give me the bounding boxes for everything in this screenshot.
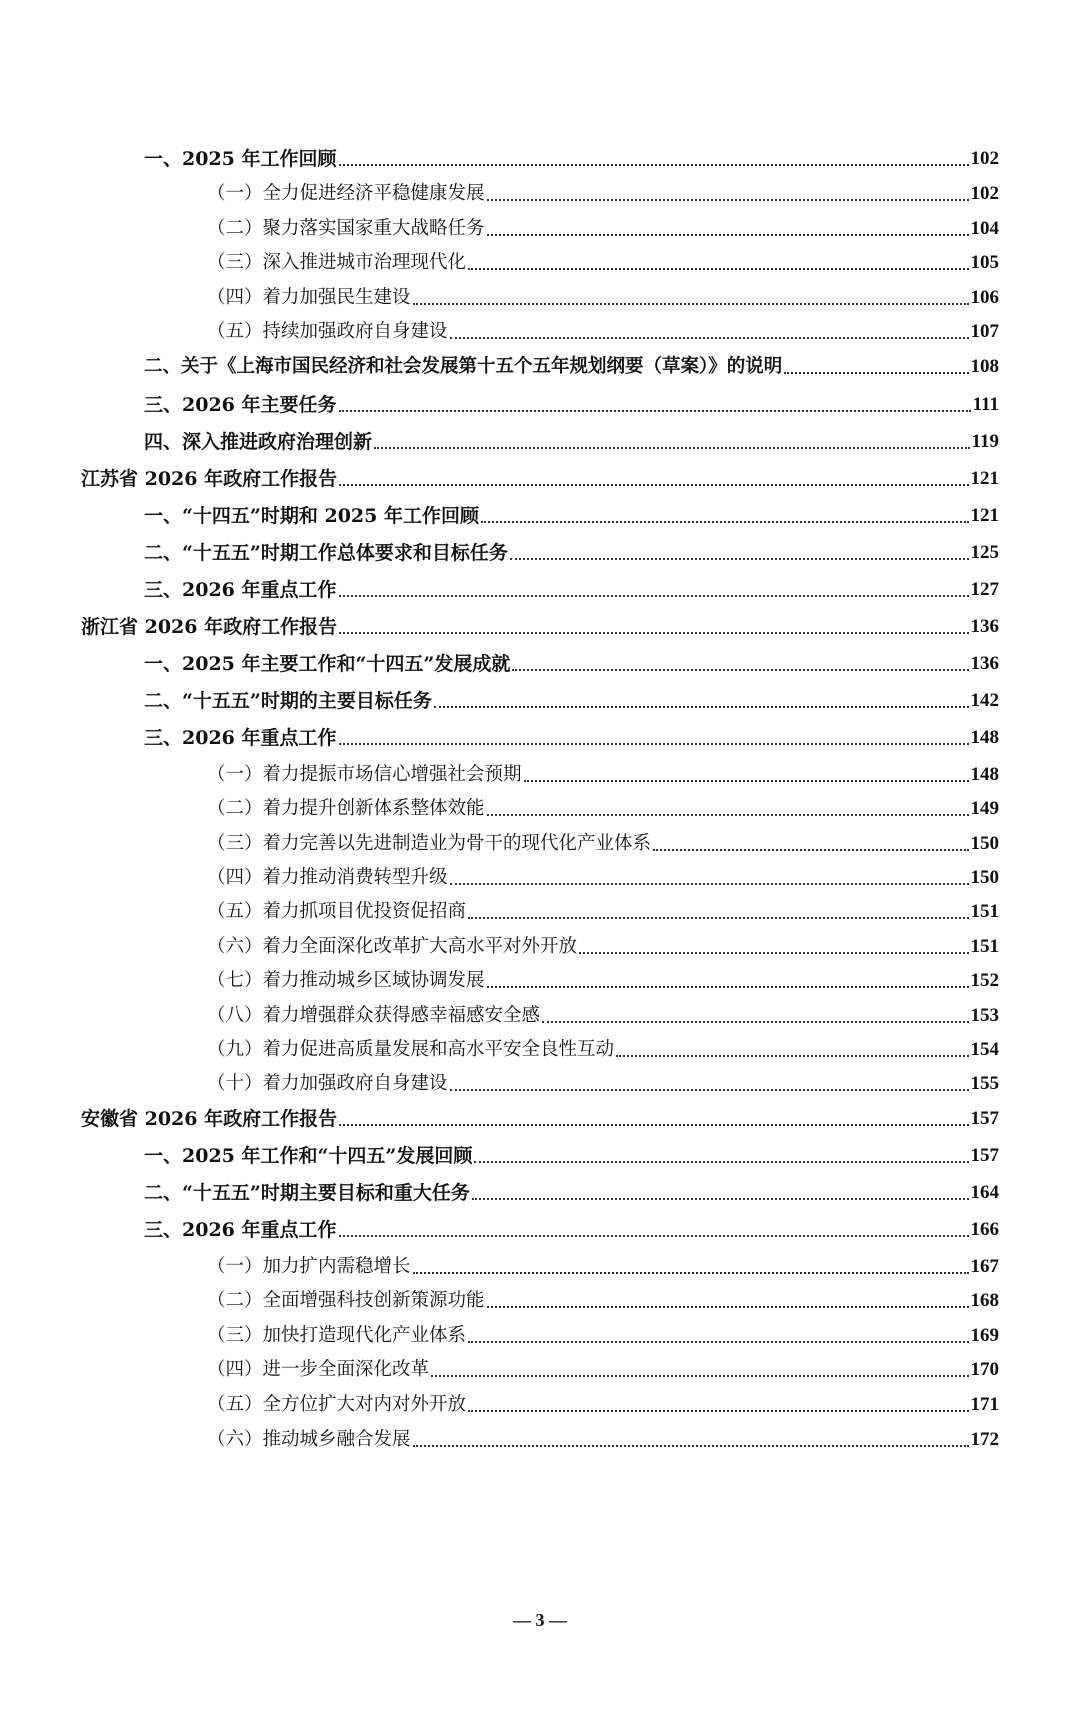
toc-entry-title: 一、“十四五”时期和 2025 年工作回顾 bbox=[144, 505, 479, 527]
toc-entry-page-number: 121 bbox=[970, 468, 999, 489]
toc-entry-page-number: 149 bbox=[970, 798, 999, 819]
toc-dot-leader bbox=[450, 1089, 969, 1091]
toc-dot-leader bbox=[487, 234, 969, 236]
toc-dot-leader bbox=[474, 1161, 968, 1163]
toc-entry-page-number: 108 bbox=[970, 356, 999, 377]
toc-entry-title: （四）着力加强民生建设 bbox=[207, 287, 411, 308]
toc-entry[interactable] bbox=[144, 535, 999, 565]
toc-entry[interactable] bbox=[81, 1101, 999, 1131]
toc-entry[interactable] bbox=[207, 1283, 999, 1313]
toc-entry[interactable] bbox=[144, 683, 999, 713]
toc-entry-title: （三）加快打造现代化产业体系 bbox=[207, 1325, 467, 1346]
toc-entry[interactable] bbox=[144, 498, 999, 528]
toc-entry-page-number: 148 bbox=[970, 764, 999, 785]
toc-dot-leader bbox=[616, 1055, 968, 1057]
toc-entry-page-number: 148 bbox=[970, 727, 999, 748]
toc-entry-title: （六）推动城乡融合发展 bbox=[207, 1429, 411, 1450]
toc-entry[interactable] bbox=[207, 314, 999, 344]
toc-entry-page-number: 170 bbox=[970, 1359, 999, 1380]
toc-entry-title: （五）着力抓项目优投资促招商 bbox=[207, 901, 467, 922]
toc-dot-leader bbox=[450, 883, 969, 885]
toc-entry-title: （七）着力推动城乡区域协调发展 bbox=[207, 970, 485, 991]
toc-entry-title: （五）全方位扩大对内对外开放 bbox=[207, 1394, 467, 1415]
toc-entry[interactable] bbox=[207, 1249, 999, 1279]
toc-entry-title: 一、2025 年主要工作和“十四五”发展成就 bbox=[144, 653, 511, 675]
toc-entry[interactable] bbox=[207, 929, 999, 959]
toc-entry[interactable] bbox=[207, 280, 999, 310]
toc-dot-leader bbox=[339, 743, 969, 745]
toc-dot-leader bbox=[481, 521, 969, 523]
toc-entry[interactable] bbox=[144, 572, 999, 602]
toc-entry-page-number: 171 bbox=[970, 1394, 999, 1415]
toc-dot-leader bbox=[434, 706, 969, 708]
toc-entry-title: （四）着力推动消费转型升级 bbox=[207, 867, 448, 888]
toc-entry-title: （二）聚力落实国家重大战略任务 bbox=[207, 218, 485, 239]
toc-entry-page-number: 153 bbox=[970, 1005, 999, 1026]
toc-dot-leader bbox=[510, 558, 969, 560]
toc-entry[interactable] bbox=[207, 1387, 999, 1417]
toc-dot-leader bbox=[653, 849, 968, 851]
toc-entry-title: （二）着力提升创新体系整体效能 bbox=[207, 798, 485, 819]
toc-entry[interactable] bbox=[207, 1422, 999, 1452]
toc-entry-page-number: 150 bbox=[970, 867, 999, 888]
toc-entry-title: 江苏省 2026 年政府工作报告 bbox=[81, 468, 338, 490]
toc-entry-title: （三）着力完善以先进制造业为骨干的现代化产业体系 bbox=[207, 833, 652, 854]
toc-entry-page-number: 142 bbox=[970, 690, 999, 711]
toc-entry-title: 二、“十五五”时期工作总体要求和目标任务 bbox=[144, 542, 508, 564]
toc-entry-page-number: 125 bbox=[970, 542, 999, 563]
toc-entry[interactable] bbox=[207, 894, 999, 924]
toc-entry-title: 浙江省 2026 年政府工作报告 bbox=[81, 616, 338, 638]
toc-entry-page-number: 169 bbox=[970, 1325, 999, 1346]
toc-entry-page-number: 119 bbox=[971, 431, 999, 452]
toc-entry-page-number: 164 bbox=[970, 1182, 999, 1203]
toc-entry-page-number: 106 bbox=[970, 287, 999, 308]
toc-entry[interactable] bbox=[207, 245, 999, 275]
toc-dot-leader bbox=[413, 1272, 969, 1274]
toc-entry-title: （一）加力扩内需稳增长 bbox=[207, 1256, 411, 1277]
toc-entry[interactable] bbox=[144, 1175, 999, 1205]
toc-entry-page-number: 127 bbox=[970, 579, 999, 600]
toc-entry[interactable] bbox=[144, 720, 999, 750]
toc-entry[interactable] bbox=[207, 1352, 999, 1382]
toc-dot-leader bbox=[339, 1124, 968, 1126]
toc-entry[interactable] bbox=[207, 998, 999, 1028]
toc-entry-title: （十）着力加强政府自身建设 bbox=[207, 1073, 448, 1094]
toc-entry[interactable] bbox=[207, 211, 999, 241]
toc-dot-leader bbox=[413, 1445, 969, 1447]
toc-dot-leader bbox=[468, 268, 968, 270]
toc-dot-leader bbox=[374, 447, 970, 449]
toc-entry-page-number: 121 bbox=[970, 505, 999, 526]
toc-dot-leader bbox=[450, 337, 969, 339]
toc-entry-page-number: 107 bbox=[970, 321, 999, 342]
toc-entry-title: （一）着力提振市场信心增强社会预期 bbox=[207, 764, 522, 785]
toc-dot-leader bbox=[468, 1410, 968, 1412]
page-number: — 3 — bbox=[513, 1610, 567, 1630]
toc-entry[interactable] bbox=[207, 826, 999, 856]
toc-entry[interactable] bbox=[81, 461, 999, 491]
toc-entry-page-number: 154 bbox=[970, 1039, 999, 1060]
toc-entry-title: 二、“十五五”时期的主要目标任务 bbox=[144, 690, 432, 712]
toc-entry-title: （五）持续加强政府自身建设 bbox=[207, 321, 448, 342]
toc-entry-title: 四、深入推进政府治理创新 bbox=[144, 431, 373, 453]
toc-dot-leader bbox=[468, 917, 968, 919]
toc-dot-leader bbox=[339, 632, 968, 634]
toc-dot-leader bbox=[579, 952, 968, 954]
toc-dot-leader bbox=[487, 814, 969, 816]
toc-entry-title: 三、2026 年重点工作 bbox=[144, 1219, 337, 1241]
toc-entry-page-number: 105 bbox=[970, 252, 999, 273]
toc-entry-title: 一、2025 年工作回顾 bbox=[144, 148, 337, 170]
toc-entry-page-number: 168 bbox=[970, 1290, 999, 1311]
toc-entry[interactable] bbox=[81, 609, 999, 639]
toc-entry-page-number: 172 bbox=[970, 1429, 999, 1450]
toc-entry[interactable] bbox=[144, 1138, 999, 1168]
toc-entry[interactable] bbox=[144, 349, 999, 379]
toc-entry-title: （六）着力全面深化改革扩大高水平对外开放 bbox=[207, 936, 578, 957]
toc-entry-title: （四）进一步全面深化改革 bbox=[207, 1359, 430, 1380]
toc-entry-title: 三、2026 年主要任务 bbox=[144, 394, 337, 416]
toc-dot-leader bbox=[339, 595, 969, 597]
toc-dot-leader bbox=[472, 1198, 969, 1200]
toc-entry-page-number: 136 bbox=[970, 616, 999, 637]
toc-entry-title: 一、2025 年工作和“十四五”发展回顾 bbox=[144, 1145, 473, 1167]
toc-entry[interactable] bbox=[207, 860, 999, 890]
toc-entry-page-number: 150 bbox=[970, 833, 999, 854]
toc-dot-leader bbox=[339, 484, 968, 486]
toc-dot-leader bbox=[524, 780, 969, 782]
toc-entry-title: 三、2026 年重点工作 bbox=[144, 579, 337, 601]
toc-entry-page-number: 157 bbox=[970, 1145, 999, 1166]
toc-entry[interactable] bbox=[207, 757, 999, 787]
toc-entry-page-number: 102 bbox=[970, 183, 999, 204]
toc-entry-page-number: 102 bbox=[970, 148, 999, 169]
toc-dot-leader bbox=[339, 1235, 969, 1237]
toc-entry[interactable] bbox=[144, 141, 999, 171]
toc-dot-leader bbox=[487, 199, 969, 201]
toc-entry[interactable] bbox=[207, 1318, 999, 1348]
toc-entry-page-number: 155 bbox=[970, 1073, 999, 1094]
toc-dot-leader bbox=[784, 372, 968, 374]
toc-entry-title: （八）着力增强群众获得感幸福感安全感 bbox=[207, 1005, 541, 1026]
toc-entry-page-number: 166 bbox=[970, 1219, 999, 1240]
toc-dot-leader bbox=[487, 1306, 969, 1308]
toc-dot-leader bbox=[468, 1341, 968, 1343]
toc-entry-title: 三、2026 年重点工作 bbox=[144, 727, 337, 749]
toc-entry-page-number: 136 bbox=[970, 653, 999, 674]
toc-dot-leader bbox=[512, 669, 968, 671]
toc-dot-leader bbox=[431, 1375, 968, 1377]
toc-entry[interactable] bbox=[207, 176, 999, 206]
toc-entry[interactable] bbox=[207, 1066, 999, 1096]
toc-entry[interactable] bbox=[144, 424, 999, 454]
toc-entry-title: 二、“十五五”时期主要目标和重大任务 bbox=[144, 1182, 470, 1204]
toc-entry-title: （九）着力促进高质量发展和高水平安全良性互动 bbox=[207, 1039, 615, 1060]
toc-entry-page-number: 111 bbox=[972, 394, 999, 415]
toc-dot-leader bbox=[487, 986, 969, 988]
toc-entry-page-number: 104 bbox=[970, 218, 999, 239]
toc-entry[interactable] bbox=[144, 1212, 999, 1242]
toc-dot-leader bbox=[339, 164, 969, 166]
toc-entry-page-number: 151 bbox=[970, 901, 999, 922]
toc-entry-page-number: 151 bbox=[970, 936, 999, 957]
toc-entry[interactable] bbox=[207, 1032, 999, 1062]
toc-entry-title: （三）深入推进城市治理现代化 bbox=[207, 252, 467, 273]
toc-entry-page-number: 157 bbox=[970, 1108, 999, 1129]
toc-entry-title: 二、关于《上海市国民经济和社会发展第十五个五年规划纲要（草案）》的说明 bbox=[144, 356, 783, 377]
toc-entry[interactable] bbox=[207, 791, 999, 821]
toc-entry-title: （二）全面增强科技创新策源功能 bbox=[207, 1290, 485, 1311]
toc-entry[interactable] bbox=[207, 963, 999, 993]
toc-dot-leader bbox=[339, 410, 971, 412]
toc-entry-title: （一）全力促进经济平稳健康发展 bbox=[207, 183, 485, 204]
toc-entry[interactable] bbox=[144, 387, 999, 417]
toc-entry-page-number: 152 bbox=[970, 970, 999, 991]
toc-dot-leader bbox=[542, 1021, 968, 1023]
toc-entry-title: 安徽省 2026 年政府工作报告 bbox=[81, 1108, 338, 1130]
toc-dot-leader bbox=[413, 303, 969, 305]
toc-entry-page-number: 167 bbox=[970, 1256, 999, 1277]
toc-entry[interactable] bbox=[144, 646, 999, 676]
